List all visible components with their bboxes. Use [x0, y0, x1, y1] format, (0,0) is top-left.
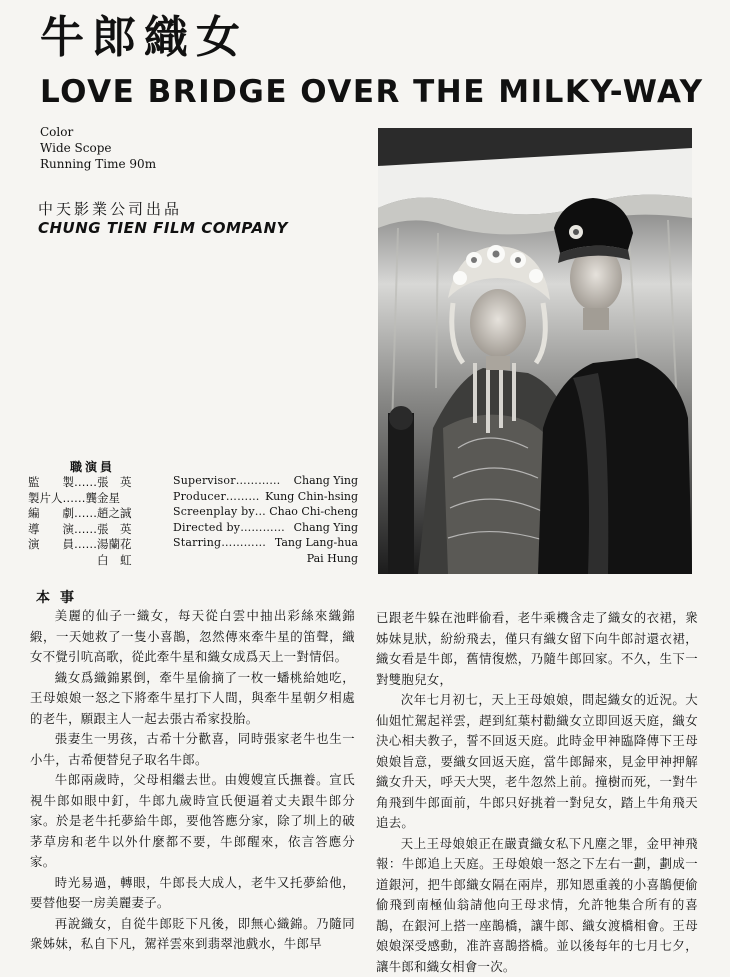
title-english: LOVE BRIDGE OVER THE MILKY-WAY [40, 72, 704, 112]
credit-name: Chang Ying [294, 474, 358, 487]
credit-row-director [28, 521, 358, 537]
synopsis-paragraph: 張妻生一男孩，古希十分歡喜，同時張家老牛也生一小牛，古希便替兒子取名牛郎。 [30, 729, 355, 770]
synopsis-paragraph: 天上王母娘娘正在嚴責織女私下凡塵之罪，金甲神飛報：牛郎追上天庭。王母娘娘一怒之下左右一劃，劃成一道銀河，把牛郎織女隔在兩岸，那知恩重義的小喜鵲便偷偷飛到南極仙翁請他向王母求情，允許牠集合所有的喜鵲，在銀河上搭一座鵲橋，讓牛郎、織女渡橋相會。王母娘娘深受感動，准許喜鵲搭橋。並以後每年的七月七夕，讓牛郎和織女相會一次。 [376, 834, 698, 977]
spec-color: Color [40, 124, 156, 140]
credit-row-starring [28, 536, 358, 552]
synopsis-heading: 本事 [36, 587, 84, 607]
credit-name: Tang Lang-hua [275, 536, 358, 549]
credit-role-cn: 導 演……張 英 [28, 521, 156, 537]
synopsis-column-right [376, 608, 698, 977]
company-chinese: 中天影業公司出品 [38, 198, 182, 219]
synopsis-paragraph: 時光易過，轉眼，牛郎長大成人，老牛又托夢給他，要替他娶一房美麗妻子。 [30, 873, 355, 914]
credit-role-en: Producer……… [173, 490, 260, 503]
credits-heading: 職演員 [70, 458, 115, 475]
synopsis-paragraph: 已跟老牛躲在池畔偷看，老牛乘機含走了織女的衣裙，衆姊妹見狀，紛紛飛去，僅只有織女留下向牛郎討還衣裙，織女看是牛郎，舊情復燃，乃隨牛郎回家。不久，生下一對雙胞兒女， [376, 608, 698, 690]
film-specs [40, 124, 156, 172]
credit-role-en: Supervisor………… [173, 474, 281, 487]
credit-name: Chang Ying [294, 521, 358, 534]
credit-role-cn: 製片人……龔金星 [28, 490, 156, 506]
credit-role-cn: 監 製……張 英 [28, 474, 156, 490]
credit-name: Kung Chin-hsing [265, 490, 358, 503]
spec-format: Wide Scope [40, 140, 156, 156]
synopsis-paragraph: 織女爲織錦累倒，牽牛星偷摘了一枚一蟠桃給她吃，王母娘娘一怒之下將牽牛星打下人間，與牽牛星朝夕相處的老牛，願跟主人一起去張古希家投胎。 [30, 668, 355, 730]
credit-role-cn: 演 員……湯蘭花 [28, 536, 156, 552]
credit-row-screenplay [28, 505, 358, 521]
company-english: CHUNG TIEN FILM COMPANY [38, 219, 288, 237]
synopsis-paragraph: 美麗的仙子一織女，每天從白雲中抽出彩絲來織錦緞，一天她救了一隻小喜鵲，忽然傳來牽牛星的笛聲，織女不覺引吭高歌，從此牽牛星和織女成爲天上一對情侶。 [30, 606, 355, 668]
credit-role-cn: 白 虹 [28, 552, 156, 568]
film-still-photo [378, 128, 692, 574]
synopsis-paragraph: 牛郎兩歲時，父母相繼去世。由嫂嫂宣氏撫養。宣氏視牛郎如眼中釘，牛郎九歲時宣氏便逼着丈夫跟牛郎分家。於是老牛托夢給牛郎，要他答應分家，除了圳上的破茅草房和老牛以外什麼都不要，牛郎醒來，依言答應分家。 [30, 770, 355, 873]
credit-name: Chao Chi-cheng [269, 505, 358, 518]
credit-role-en: Screenplay by… [173, 505, 266, 518]
credit-row-supervisor [28, 474, 358, 490]
credit-row-producer [28, 490, 358, 506]
credit-role-cn: 編 劇……趙之誠 [28, 505, 156, 521]
synopsis-paragraph: 次年七月初七，天上王母娘娘，問起織女的近況。大仙姐忙駕起祥雲，趕到紅葉村勸織女立即回返天庭，織女決心相夫教子，誓不回返天庭。此時金甲神臨降傳下王母娘娘旨意，要織女回返天庭，當牛郎歸來，見金甲神押解織女升天，呼天大哭，老牛忽然上前。撞樹而死，一對牛角飛到牛郎面前，牛郎只好挑着一對兒女，踏上牛角飛天追去。 [376, 690, 698, 834]
credit-name: Pai Hung [307, 552, 358, 565]
synopsis-column-left [30, 606, 355, 955]
spec-running-time: Running Time 90m [40, 156, 156, 172]
credit-row-starring-2 [28, 552, 358, 568]
credit-role-en: Starring………… [173, 536, 266, 549]
credit-role-en: Directed by………… [173, 521, 285, 534]
synopsis-paragraph: 再說織女，自從牛郎貶下凡後，即無心織錦。乃隨同衆姊妹，私自下凡，駕祥雲來到翡翠池戲水，牛郎早 [30, 914, 355, 955]
credits-list [28, 474, 358, 567]
title-chinese: 牛郎織女 [40, 12, 248, 64]
